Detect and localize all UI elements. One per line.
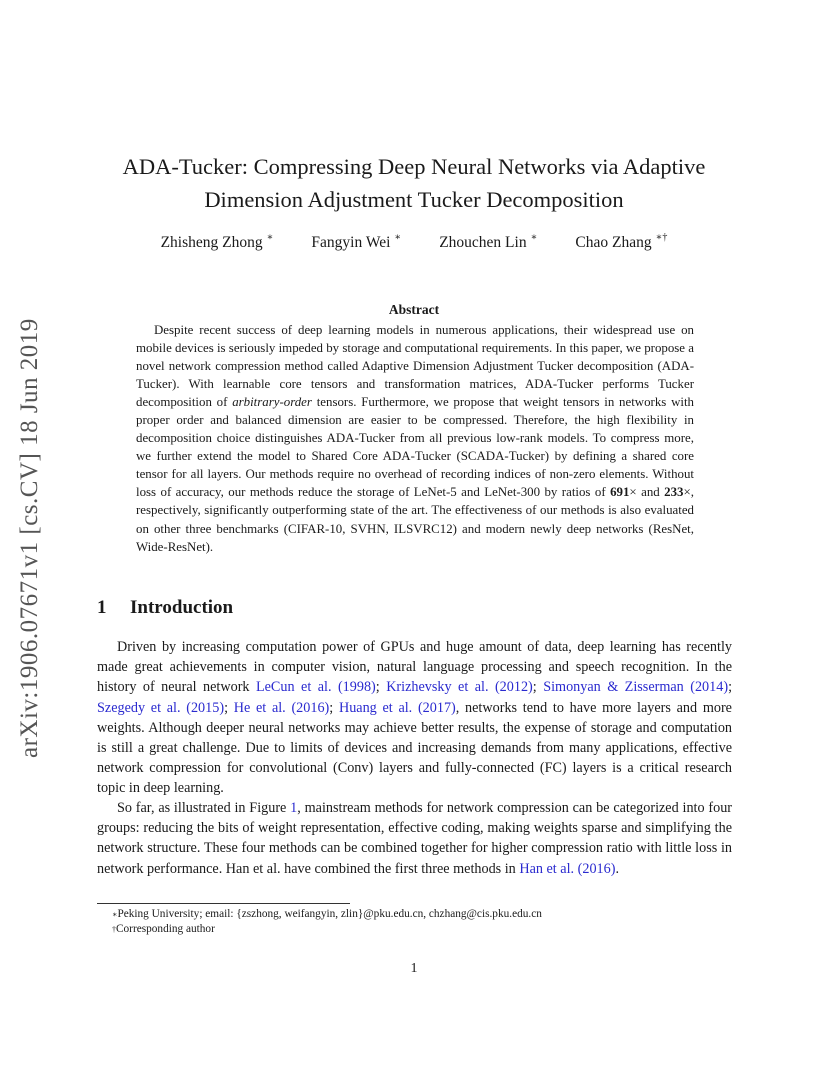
compression-ratio-lenet300: 233 <box>664 485 684 500</box>
abstract-text: × and <box>629 485 665 500</box>
paper-title <box>0 150 828 216</box>
separator: ; <box>329 699 339 716</box>
author-mark: ∗ <box>530 232 538 243</box>
arxiv-identifier: arXiv:1906.07671v1 [cs.CV] 18 Jun 2019 <box>16 318 43 758</box>
author <box>311 234 401 252</box>
footnote-text: Corresponding author <box>116 923 215 935</box>
abstract-text: tensors. Furthermore, we propose that weight tensors in networks with proper order and balanced dimension are easier to be compressed. Therefore, the high flexibility in decomposition choice distinguishes ADA-Tucker from all previous low-rank models. To compress more, we further extend the model to Shared Core ADA-Tucker (SCADA-Tucker) by defining a shared core tensor for all layers. Our methods require no overhead of recording indices of non-zero elements. Without loss of accuracy, our methods reduce the storage of LeNet-5 and LeNet-300 by ratios of <box>136 395 694 500</box>
footnote-mark: ∗ <box>112 910 118 919</box>
paragraph-text: , mainstream methods for network compression can be categorized into four groups: reducing the bits of weight representation, effective coding, making weights sparse and simplifying the network structure. These four methods can be combined together for higher compression ratio with little loss in network performance. Han et al. have combined the first three methods in <box>97 800 733 877</box>
author <box>575 234 667 252</box>
section-number: 1 <box>97 597 107 618</box>
footnote-text: Peking University; email: {zszhong, weifangyin, zlin}@pku.edu.cn, chzhang@cis.pku.edu.cn <box>117 908 542 920</box>
author-name: Zhouchen Lin <box>439 234 527 251</box>
author-name: Fangyin Wei <box>311 234 391 251</box>
footnote-affiliation <box>112 907 542 922</box>
footnote-rule <box>97 903 350 904</box>
intro-paragraph-2 <box>97 798 732 879</box>
paragraph-text: So far, as illustrated in Figure <box>117 800 291 816</box>
abstract-body <box>136 321 694 556</box>
page-number: 1 <box>410 961 418 976</box>
author <box>439 234 537 252</box>
separator: ; <box>224 699 234 716</box>
abstract-emphasis: arbitrary-order <box>232 395 312 410</box>
section-heading <box>97 597 233 619</box>
author-name: Zhisheng Zhong <box>160 234 263 251</box>
paragraph-text: Driven by increasing computation power of GPUs and huge amount of data, deep learning has recently made great achievements in computer vision, natural language processing and speech recognition. In the history of neural network <box>97 639 732 696</box>
paragraph-text: , networks tend to have more layers and more weights. Although deeper neural networks may achieve better results, the expense of storage and computation is still a great challenge. Due to limits of devices and increasing demands from many applications, effective network compression for convolutional (Conv) layers and fully-connected (FC) layers is a critical research topic in deep learning. <box>97 699 732 797</box>
abstract-text: ×, respectively, significantly outperforming state of the art. The effectiveness of our methods is also evaluated on other three benchmarks (CIFAR-10, SVHN, ILSVRC12) and modern newly deep networks (ResNet, Wide-ResNet). <box>136 485 694 554</box>
author-mark: ∗† <box>655 232 668 243</box>
citation-link[interactable]: He et al. (2016) <box>233 699 330 716</box>
footnote-corresponding <box>112 922 215 937</box>
abstract-text: Despite recent success of deep learning models in numerous applications, their widespread use on mobile devices is seriously impeded by storage and computational requirements. In this paper, we propose a novel network compression method called Adaptive Dimension Adjustment Tucker decomposition (ADA-Tucker). With learnable core tensors and transformation matrices, ADA-Tucker performs Tucker decomposition of <box>136 323 694 410</box>
title-line-1: ADA-Tucker: Compressing Deep Neural Networks via Adaptive <box>122 154 706 179</box>
section-title: Introduction <box>130 597 234 618</box>
abstract-heading: Abstract <box>388 302 440 317</box>
author-mark: ∗ <box>266 232 274 243</box>
citation-link[interactable]: Huang et al. (2017) <box>338 699 456 716</box>
separator: ; <box>532 679 544 696</box>
separator: ; <box>728 679 733 696</box>
citation-link[interactable]: Simonyan & Zisserman (2014) <box>543 679 729 696</box>
citation-link[interactable]: Han et al. (2016) <box>519 860 616 877</box>
author <box>161 234 274 252</box>
citation-link[interactable]: Krizhevsky et al. (2012) <box>386 679 533 696</box>
citation-link[interactable]: LeCun et al. (1998) <box>255 679 376 696</box>
footnote-mark: † <box>112 925 116 934</box>
paragraph-text: . <box>615 860 620 877</box>
author-mark: ∗ <box>394 232 402 243</box>
title-line-2: Dimension Adjustment Tucker Decomposition <box>204 187 624 212</box>
author-name: Chao Zhang <box>575 234 652 251</box>
figure-reference-link[interactable]: 1 <box>290 800 298 816</box>
citation-link[interactable]: Szegedy et al. (2015) <box>97 699 225 716</box>
separator: ; <box>375 679 387 696</box>
intro-paragraph-1 <box>97 637 732 799</box>
author-list <box>0 234 828 252</box>
compression-ratio-lenet5: 691 <box>610 485 630 500</box>
